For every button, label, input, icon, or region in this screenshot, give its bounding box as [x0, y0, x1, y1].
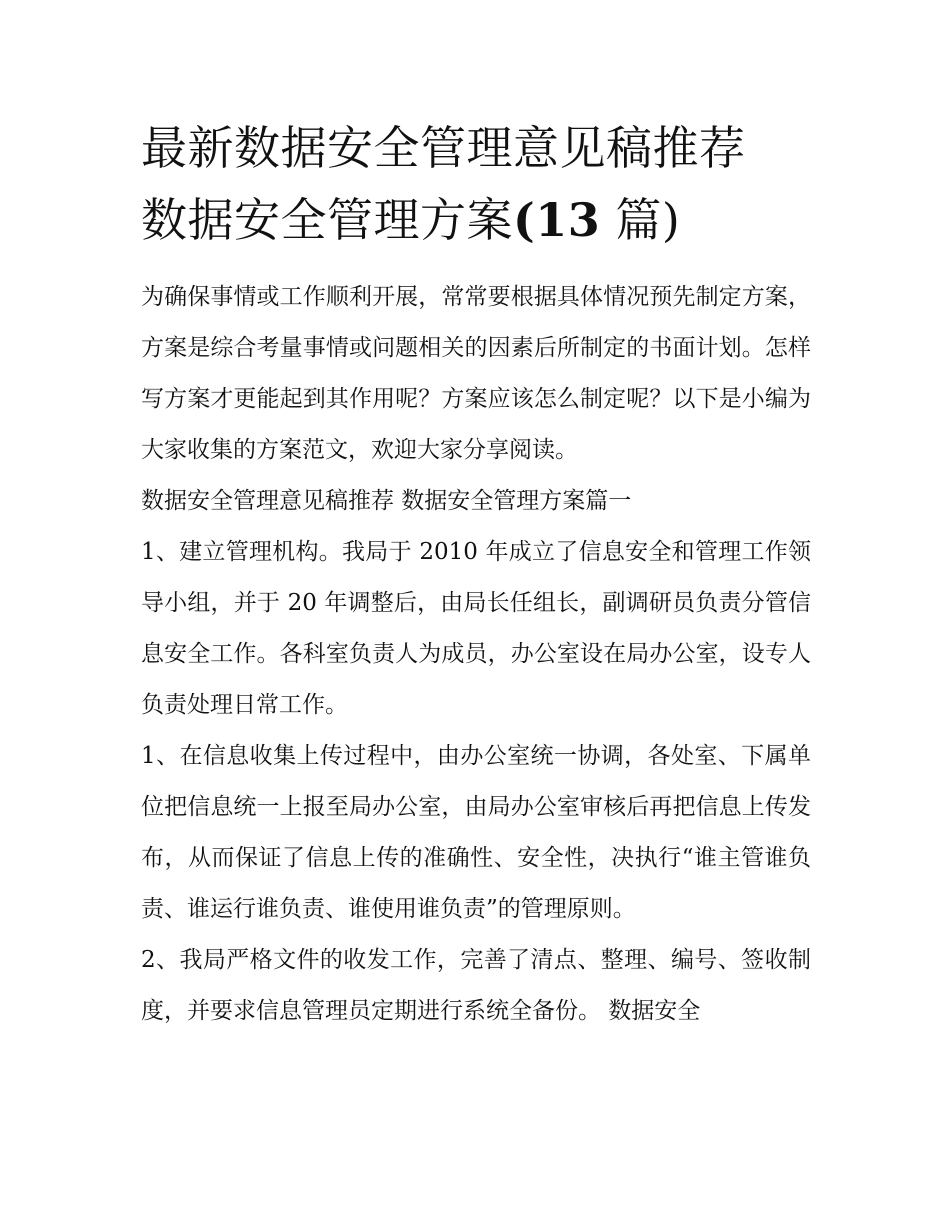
document-body — [141, 272, 811, 1037]
section-heading: 数据安全管理意见稿推荐 数据安全管理方案篇一 — [141, 488, 632, 514]
title-line-2: 数据安全管理方案 — [141, 193, 513, 247]
paragraph-management-agency: 1、建立管理机构。我局于 2010 年成立了信息安全和管理工作领导小组，并于 20 年调整后，由局长任组长，副调研员负责分管信息安全工作。各科室负责人为成员，办公室设在局办公室，设专人负责处理日常工作。 — [141, 539, 811, 718]
intro-paragraph: 为确保事情或工作顺利开展，常常要根据具体情况预先制定方案，方案是综合考量事情或问题相关的因素后所制定的书面计划。怎样写方案才更能起到其作用呢？方案应该怎么制定呢？以下是小编为大家收集的方案范文，欢迎大家分享阅读。 — [141, 284, 811, 463]
title-line-2-suffix: 篇) — [600, 193, 681, 247]
document-content — [141, 112, 811, 1037]
paragraph-document-handling: 2、我局严格文件的收发工作，完善了清点、整理、编号、签收制度，并要求信息管理员定期进行系统全备份。 数据安全 — [141, 947, 811, 1024]
title-count: (13 — [513, 193, 601, 247]
document-title — [141, 112, 811, 256]
paragraph-information-upload: 1、在信息收集上传过程中，由办公室统一协调，各处室、下属单位把信息统一上报至局办公室，由局办公室审核后再把信息上传发布，从而保证了信息上传的准确性、安全性，决执行“谁主管谁负责、谁运行谁负责、谁使用谁负责”的管理原则。 — [141, 743, 811, 922]
title-line-1: 最新数据安全管理意见稿推荐 — [141, 121, 746, 175]
